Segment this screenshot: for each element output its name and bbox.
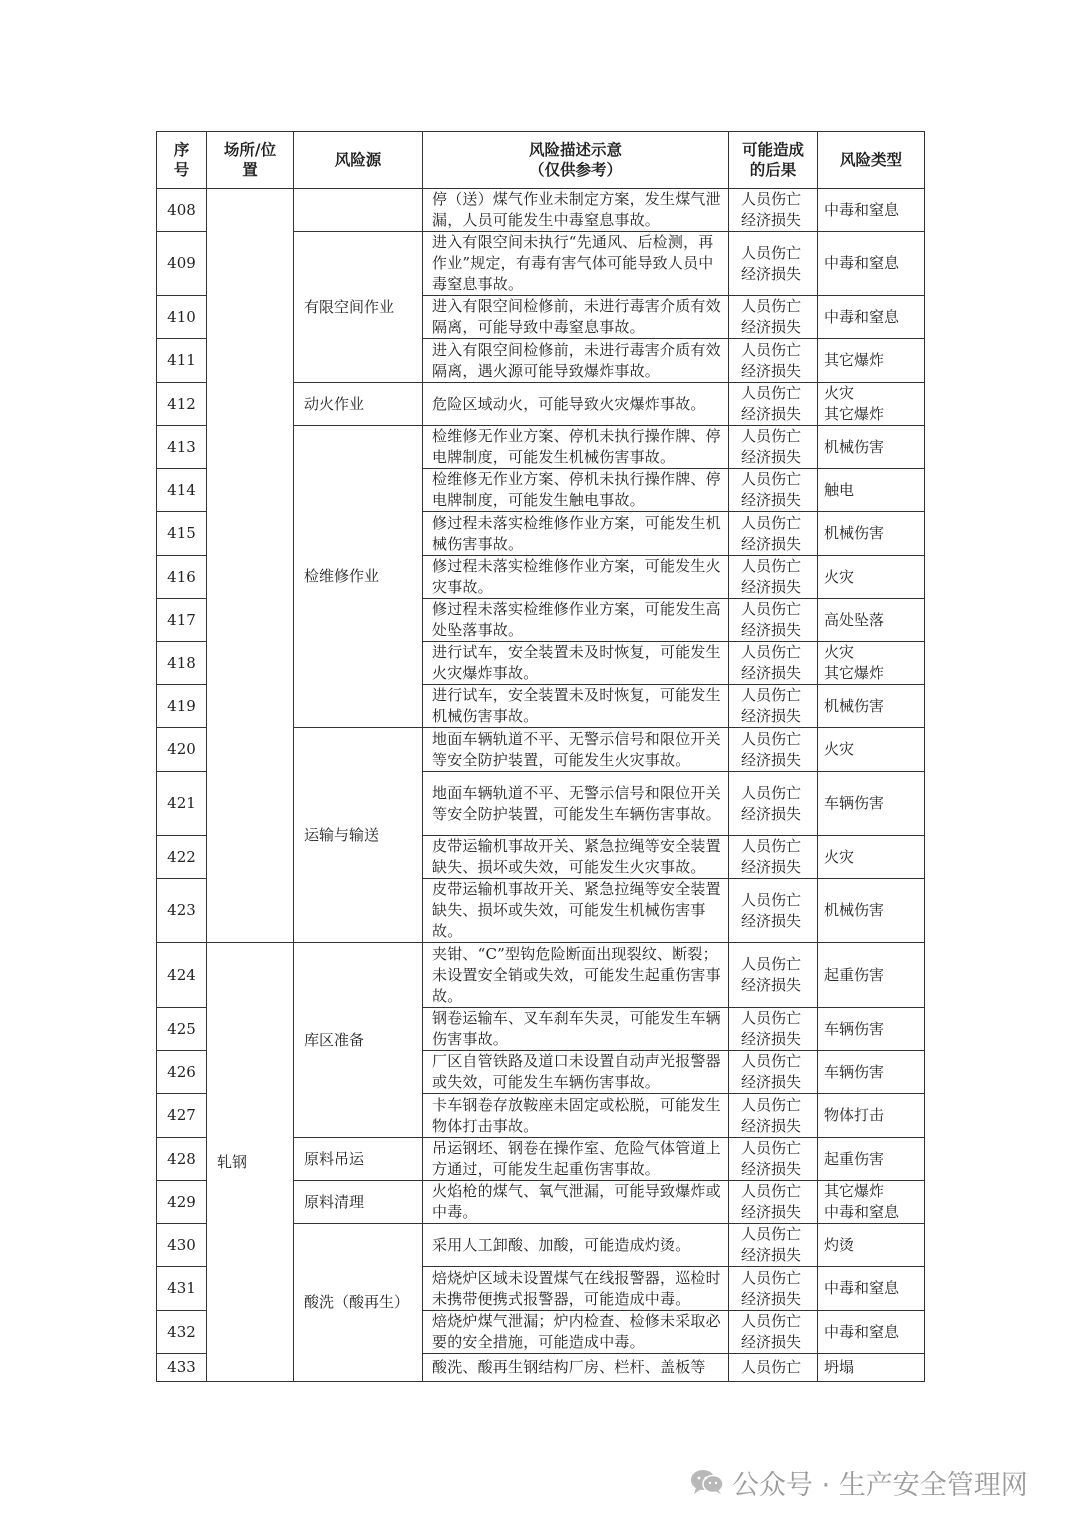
row-number: 415 (157, 512, 207, 556)
consequence-cell: 人员伤亡 经济损失 (729, 642, 818, 685)
risk-type: 起重伤害 (818, 943, 925, 1008)
risk-description: 吊运钢坯、钢卷在操作室、危险气体管道上方通过，可能发生起重伤害事故。 (423, 1138, 729, 1181)
risk-description: 皮带运输机事故开关、紧急拉绳等安全装置缺失、损坏或失效，可能发生机械伤害事故。 (423, 879, 729, 943)
consequence-cell: 人员伤亡 经济损失 (729, 1311, 818, 1354)
row-number: 428 (157, 1138, 207, 1181)
row-number: 417 (157, 599, 207, 642)
row-number: 418 (157, 642, 207, 685)
wechat-icon (690, 1469, 724, 1495)
row-number: 420 (157, 728, 207, 772)
row-number: 408 (157, 189, 207, 232)
risk-type: 起重伤害 (818, 1138, 925, 1181)
consequence-cell: 人员伤亡 经济损失 (729, 1138, 818, 1181)
risk-description: 修过程未落实检维修作业方案，可能发生火灾事故。 (423, 556, 729, 599)
risk-description: 夹钳、“C”型钩危险断面出现裂纹、断裂；未设置安全销或失效，可能发生起重伤害事故。 (423, 943, 729, 1008)
risk-type: 火灾 其它爆炸 (818, 383, 925, 426)
consequence-cell: 人员伤亡 经济损失 (729, 556, 818, 599)
source-cell: 原料清理 (294, 1181, 423, 1224)
row-number: 431 (157, 1267, 207, 1311)
consequence-cell: 人员伤亡 经济损失 (729, 232, 818, 296)
consequence-cell: 人员伤亡 经济损失 (729, 469, 818, 512)
location-cell: 轧钢 (207, 943, 294, 1382)
table-row (157, 189, 925, 232)
consequence-cell: 人员伤亡 经济损失 (729, 383, 818, 426)
consequence-cell: 人员伤亡 经济损失 (729, 1051, 818, 1094)
row-number: 427 (157, 1094, 207, 1138)
watermark (690, 1462, 1028, 1502)
header-row (157, 132, 925, 189)
consequence-cell: 人员伤亡 经济损失 (729, 1224, 818, 1267)
consequence-cell: 人员伤亡 经济损失 (729, 1094, 818, 1138)
risk-type: 车辆伤害 (818, 772, 925, 836)
row-number: 426 (157, 1051, 207, 1094)
row-number: 419 (157, 685, 207, 728)
risk-description: 皮带运输机事故开关、紧急拉绳等安全装置缺失、损坏或失效，可能发生火灾事故。 (423, 836, 729, 879)
source-cell: 有限空间作业 (294, 232, 423, 383)
consequence-cell: 人员伤亡 经济损失 (729, 189, 818, 232)
row-number: 432 (157, 1311, 207, 1354)
risk-description: 进入有限空间未执行“先通风、后检测，再作业”规定，有毒有害气体可能导致人员中毒窒息事故。 (423, 232, 729, 296)
header-type: 风险类型 (818, 132, 925, 189)
risk-description: 进行试车，安全装置未及时恢复，可能发生火灾爆炸事故。 (423, 642, 729, 685)
risk-type: 其它爆炸 中毒和窒息 (818, 1181, 925, 1224)
row-number: 411 (157, 339, 207, 383)
risk-type: 物体打击 (818, 1094, 925, 1138)
row-number: 423 (157, 879, 207, 943)
risk-type: 机械伤害 (818, 879, 925, 943)
risk-description: 进行试车，安全装置未及时恢复，可能发生机械伤害事故。 (423, 685, 729, 728)
risk-description: 危险区域动火，可能导致火灾爆炸事故。 (423, 383, 729, 426)
risk-type: 中毒和窒息 (818, 232, 925, 296)
row-number: 412 (157, 383, 207, 426)
row-number: 410 (157, 296, 207, 339)
risk-description: 检维修无作业方案、停机未执行操作牌、停电牌制度，可能发生触电事故。 (423, 469, 729, 512)
risk-description: 焙烧炉区域未设置煤气在线报警器，巡检时未携带便携式报警器，可能造成中毒。 (423, 1267, 729, 1311)
risk-description: 进入有限空间检修前，未进行毒害介质有效隔离，遇火源可能导致爆炸事故。 (423, 339, 729, 383)
row-number: 409 (157, 232, 207, 296)
consequence-cell: 人员伤亡 经济损失 (729, 339, 818, 383)
risk-description: 停（送）煤气作业未制定方案，发生煤气泄漏，人员可能发生中毒窒息事故。 (423, 189, 729, 232)
risk-type: 其它爆炸 (818, 339, 925, 383)
risk-description: 进入有限空间检修前，未进行毒害介质有效隔离，可能导致中毒窒息事故。 (423, 296, 729, 339)
consequence-cell: 人员伤亡 经济损失 (729, 426, 818, 469)
consequence-cell: 人员伤亡 经济损失 (729, 512, 818, 556)
row-number: 424 (157, 943, 207, 1008)
consequence-cell: 人员伤亡 经济损失 (729, 1008, 818, 1051)
risk-type: 高处坠落 (818, 599, 925, 642)
risk-type: 中毒和窒息 (818, 1311, 925, 1354)
risk-type: 中毒和窒息 (818, 189, 925, 232)
risk-type: 灼烫 (818, 1224, 925, 1267)
consequence-cell: 人员伤亡 经济损失 (729, 943, 818, 1008)
risk-type: 车辆伤害 (818, 1008, 925, 1051)
risk-type: 火灾 (818, 728, 925, 772)
risk-description: 焙烧炉煤气泄漏；炉内检查、检修未采取必要的安全措施，可能造成中毒。 (423, 1311, 729, 1354)
risk-type: 触电 (818, 469, 925, 512)
header-source: 风险源 (294, 132, 423, 189)
source-cell: 库区准备 (294, 943, 423, 1138)
risk-description: 卡车钢卷存放鞍座未固定或松脱，可能发生物体打击事故。 (423, 1094, 729, 1138)
row-number: 414 (157, 469, 207, 512)
risk-table (156, 131, 925, 1382)
risk-type: 机械伤害 (818, 685, 925, 728)
consequence-cell: 人员伤亡 经济损失 (729, 879, 818, 943)
risk-type: 火灾 (818, 836, 925, 879)
header-consequence: 可能造成 的后果 (729, 132, 818, 189)
header-location: 场所/位 置 (207, 132, 294, 189)
consequence-cell: 人员伤亡 经济损失 (729, 685, 818, 728)
source-cell: 酸洗（酸再生） (294, 1224, 423, 1382)
source-cell: 动火作业 (294, 383, 423, 426)
consequence-cell: 人员伤亡 经济损失 (729, 1181, 818, 1224)
consequence-cell: 人员伤亡 经济损失 (729, 599, 818, 642)
risk-type: 机械伤害 (818, 426, 925, 469)
risk-type: 火灾 其它爆炸 (818, 642, 925, 685)
risk-description: 修过程未落实检维修作业方案，可能发生机械伤害事故。 (423, 512, 729, 556)
row-number: 425 (157, 1008, 207, 1051)
risk-description: 检维修无作业方案、停机未执行操作牌、停电牌制度，可能发生机械伤害事故。 (423, 426, 729, 469)
row-number: 422 (157, 836, 207, 879)
risk-description: 地面车辆轨道不平、无警示信号和限位开关等安全防护装置，可能发生火灾事故。 (423, 728, 729, 772)
row-number: 421 (157, 772, 207, 836)
watermark-text: 公众号 · 生产安全管理网 (732, 1469, 1028, 1501)
risk-description: 酸洗、酸再生钢结构厂房、栏杆、盖板等 (423, 1354, 729, 1382)
header-description: 风险描述示意 （仅供参考） (423, 132, 729, 189)
risk-description: 采用人工卸酸、加酸，可能造成灼烫。 (423, 1224, 729, 1267)
consequence-cell: 人员伤亡 经济损失 (729, 1267, 818, 1311)
risk-type: 火灾 (818, 556, 925, 599)
source-cell: 检维修作业 (294, 426, 423, 728)
risk-type: 坍塌 (818, 1354, 925, 1382)
table-row (157, 943, 925, 1008)
consequence-cell: 人员伤亡 经济损失 (729, 836, 818, 879)
source-cell (294, 189, 423, 232)
risk-description: 火焰枪的煤气、氧气泄漏，可能导致爆炸或中毒。 (423, 1181, 729, 1224)
risk-description: 地面车辆轨道不平、无警示信号和限位开关等安全防护装置，可能发生车辆伤害事故。 (423, 772, 729, 836)
consequence-cell: 人员伤亡 经济损失 (729, 772, 818, 836)
risk-type: 中毒和窒息 (818, 1267, 925, 1311)
row-number: 433 (157, 1354, 207, 1382)
header-no: 序 号 (157, 132, 207, 189)
risk-description: 厂区自管铁路及道口未设置自动声光报警器或失效，可能发生车辆伤害事故。 (423, 1051, 729, 1094)
row-number: 429 (157, 1181, 207, 1224)
risk-description: 修过程未落实检维修作业方案，可能发生高处坠落事故。 (423, 599, 729, 642)
consequence-cell: 人员伤亡 经济损失 (729, 296, 818, 339)
source-cell: 运输与输送 (294, 728, 423, 943)
consequence-cell: 人员伤亡 (729, 1354, 818, 1382)
row-number: 413 (157, 426, 207, 469)
source-cell: 原料吊运 (294, 1138, 423, 1181)
risk-type: 机械伤害 (818, 512, 925, 556)
location-cell (207, 189, 294, 943)
row-number: 416 (157, 556, 207, 599)
risk-description: 钢卷运输车、叉车刹车失灵，可能发生车辆伤害事故。 (423, 1008, 729, 1051)
risk-type: 车辆伤害 (818, 1051, 925, 1094)
row-number: 430 (157, 1224, 207, 1267)
risk-type: 中毒和窒息 (818, 296, 925, 339)
consequence-cell: 人员伤亡 经济损失 (729, 728, 818, 772)
